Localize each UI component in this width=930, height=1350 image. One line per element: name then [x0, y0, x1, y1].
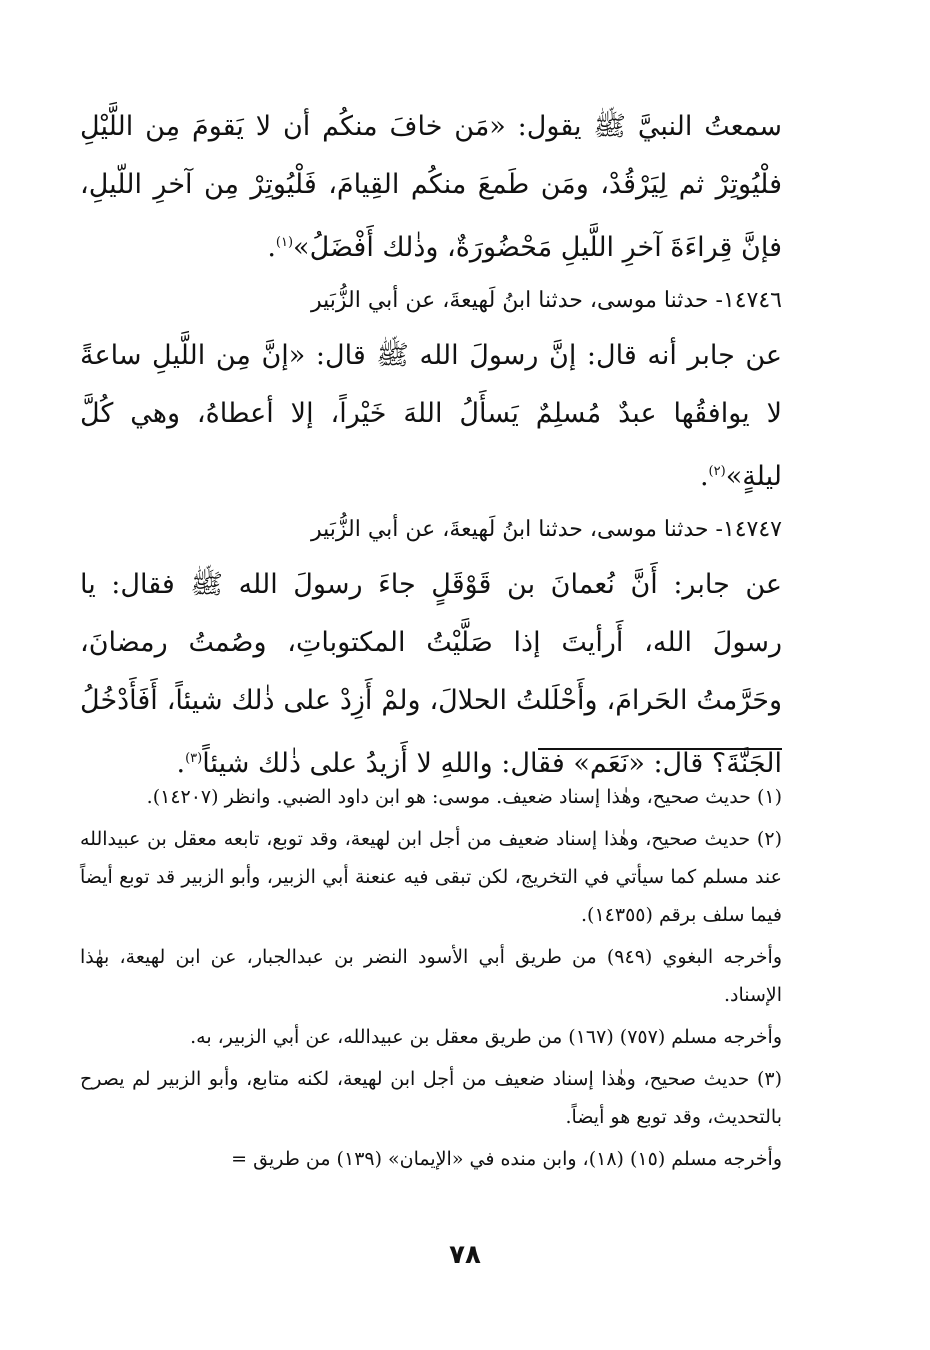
page-number: ٧٨ [449, 1240, 481, 1270]
hadith-1-text: سمعتُ النبيَّ ﷺ يقول: «مَن خافَ منكُم أن لا يَقومَ مِن اللَّيْلِ فلْيُوتِرْ ثم لِيَرْقُدْ، ومَن طَمعَ منكُم القِيامَ، فَلْيُوتِرْ مِن آخرِ اللّيلِ، فإنَّ قِراءَةَ آخرِ اللَّيلِ مَحْضُورَةٌ، وذٰلك أَفْضَلُ»$^{(١)}$. [80, 111, 782, 263]
footnote-ref-2: (٢) [708, 464, 726, 479]
hadith-2-text: عن جابر أنه قال: إنَّ رسولَ الله ﷺ قال: «إنَّ مِن اللَّيلِ ساعةً لا يوافقُها عبدٌ مُسلِمٌ يَسأَلُ اللهَ خَيْراً، إلا أعطاهُ، وهي كُلَّ ليلةٍ»$^{(٢)}$. [80, 340, 782, 492]
main-text [80, 98, 782, 793]
hadith-3-heading: ١٤٧٤٧- حدثنا موسى، حدثنا ابنُ لَهيعةَ، عن أبي الزُّبَير [311, 517, 782, 542]
footnote-divider [538, 748, 782, 750]
footnote-1: (١) حديث صحيح، وهٰذا إسناد ضعيف. موسى: هو ابن داود الضبي. وانظر (١٤٢٠٧). [146, 786, 782, 808]
footnote-2-continued: وأخرجه مسلم (٧٥٧) (١٦٧) من طريق معقل بن عبيدالله، عن أبي الزبير، به. [190, 1026, 782, 1048]
footnote-3: (٣) حديث صحيح، وهٰذا إسناد ضعيف من أجل ابن لهيعة، لكنه متابع، وأبو الزبير لم يصرح بالتحديث، وقد توبع هو أيضاً. [80, 1068, 782, 1128]
footnote-3-continued: وأخرجه مسلم (١٥) (١٨)، وابن منده في «الإيمان» (١٣٩) من طريق = [231, 1148, 782, 1170]
hadith-2-heading: ١٤٧٤٦- حدثنا موسى، حدثنا ابنُ لَهيعةَ، عن أبي الزُّبَير [311, 288, 782, 313]
footnote-2: (٢) حديث صحيح، وهٰذا إسناد ضعيف من أجل ابن لهيعة، وقد توبع، تابعه معقل بن عبيدالله عند مسلم كما سيأتي في التخريج، لكن تبقى فيه عنعنة أبي الزبير، وأبو الزبير قد توبع أيضاً فيما سلف برقم (١٤٣٥٥). [80, 828, 782, 926]
footnote-ref-3: (٣) [185, 751, 203, 766]
footnotes [80, 778, 782, 1182]
hadith-3-text: عن جابر: أَنَّ نُعمانَ بن قَوْقَلٍ جاءَ رسولَ الله ﷺ فقال: يا رسولَ الله، أَرأيتَ إذا صَلَّيْتُ المكتوباتِ، وصُمتُ رمضانَ، وحَرَّمتُ الحَرامَ، وأَحْلَلتُ الحلالَ، ولمْ أَزِدْ على ذٰلك شيئاً، أَفَأَدْخُلُ الجَنَّةَ؟ قال: «نَعَم» فقال: واللهِ لا أَزيدُ على ذٰلك شيئاً$^{(٣)}$. [80, 569, 782, 779]
footnote-ref-1: (١) [275, 235, 294, 250]
footnote-2-continued: وأخرجه البغوي (٩٤٩) من طريق أبي الأسود النضر بن عبدالجبار، عن ابن لهيعة، بهٰذا الإسناد. [80, 946, 782, 1006]
